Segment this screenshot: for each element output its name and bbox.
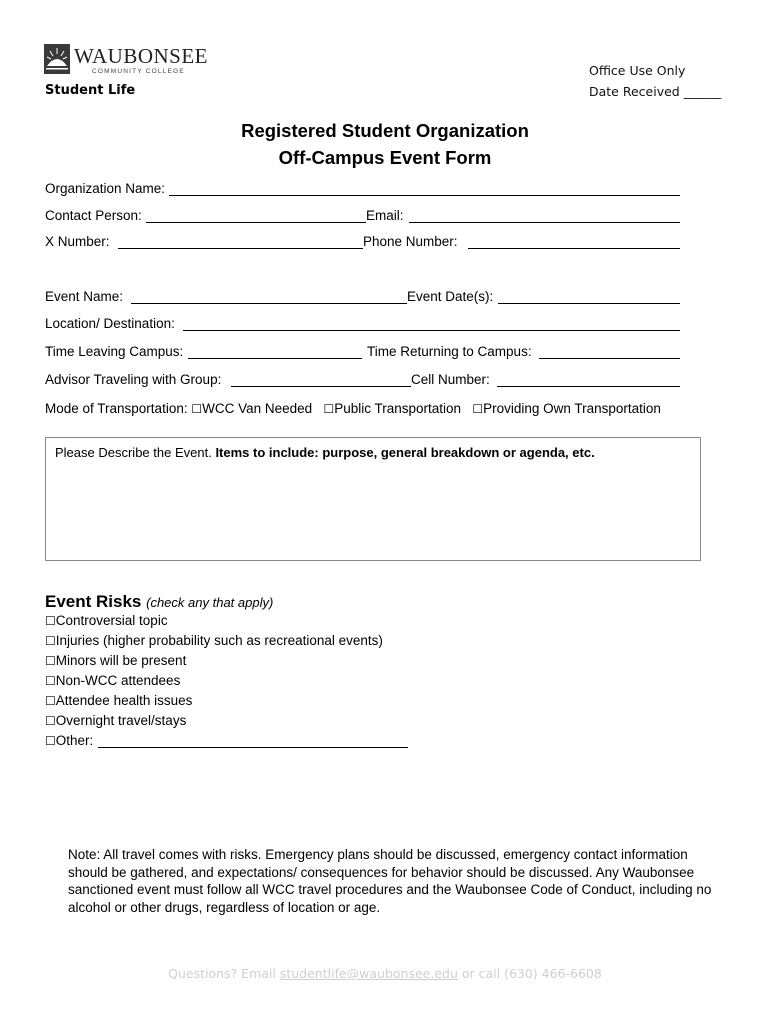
risk-item-other[interactable] <box>45 733 93 748</box>
risk-label: Controversial topic <box>55 613 168 628</box>
phone-number-input[interactable] <box>468 248 680 249</box>
checkbox-icon[interactable]: ☐ <box>45 634 56 648</box>
checkbox-icon[interactable]: ☐ <box>45 694 56 708</box>
college-logo <box>44 44 208 80</box>
risk-item[interactable] <box>45 713 186 728</box>
risk-item[interactable] <box>45 633 383 648</box>
risk-label: Injuries (higher probability such as recreational events) <box>55 633 383 648</box>
risk-item[interactable] <box>45 693 192 708</box>
page-subtitle: Off-Campus Event Form <box>278 147 492 168</box>
org-name-label: Organization Name: <box>45 181 166 196</box>
risk-label: Minors will be present <box>55 653 187 668</box>
date-received-field[interactable]: Date Received ______ <box>589 84 722 99</box>
footer-contact <box>0 966 770 981</box>
cell-number-input[interactable] <box>497 386 680 387</box>
risk-label: Attendee health issues <box>55 693 193 708</box>
checkbox-icon[interactable]: ☐ <box>45 614 56 628</box>
risk-item[interactable] <box>45 613 168 628</box>
transport-mode-group <box>45 401 661 416</box>
event-risks-title: Event Risks <box>45 592 142 611</box>
transport-option-public[interactable]: Public Transportation <box>334 401 462 416</box>
risk-label: Other: <box>55 733 94 748</box>
event-risks-hint: (check any that apply) <box>146 595 274 610</box>
description-prompt-text: Please Describe the Event. <box>55 445 212 460</box>
travel-note: Note: All travel comes with risks. Emergency plans should be discussed, emergency contact information should be gathered, and expectations/ consequences for behavior should be discussed. Any Waubonsee sanctioned event must follow all WCC travel procedures and the Waubonsee Code of Conduct, including no alcohol or other drugs, regardless of location or age. <box>68 847 712 915</box>
contact-person-label: Contact Person: <box>45 208 142 223</box>
risk-item[interactable] <box>45 653 186 668</box>
checkbox-icon[interactable]: ☐ <box>323 402 335 416</box>
page-title: Registered Student Organization <box>241 120 529 141</box>
email-label: Email: <box>366 208 404 223</box>
transport-option-own[interactable]: Providing Own Transportation <box>483 401 661 416</box>
time-leaving-input[interactable] <box>188 358 362 359</box>
checkbox-icon[interactable]: ☐ <box>45 714 56 728</box>
risk-item[interactable] <box>45 673 180 688</box>
risk-label: Non-WCC attendees <box>55 673 181 688</box>
x-number-label: X Number: <box>45 234 110 249</box>
footer-prefix: Questions? Email <box>168 966 280 981</box>
time-returning-label: Time Returning to Campus: <box>367 344 532 359</box>
location-label: Location/ Destination: <box>45 316 175 331</box>
transport-mode-label: Mode of Transportation: <box>45 401 188 416</box>
logo-emblem-icon <box>44 44 70 74</box>
transport-option-wcc-van[interactable]: WCC Van Needed <box>202 401 313 416</box>
office-use-label: Office Use Only <box>589 63 686 78</box>
x-number-input[interactable] <box>118 248 363 249</box>
org-name-input[interactable] <box>169 195 680 196</box>
footer-suffix: or call (630) 466-6608 <box>457 966 602 981</box>
phone-number-label: Phone Number: <box>363 234 458 249</box>
logo-name: WAUBONSEE <box>74 44 208 68</box>
checkbox-icon[interactable]: ☐ <box>45 654 56 668</box>
event-name-input[interactable] <box>131 303 407 304</box>
time-returning-input[interactable] <box>539 358 680 359</box>
logo-subtitle: COMMUNITY COLLEGE <box>92 68 185 75</box>
event-dates-input[interactable] <box>498 303 680 304</box>
description-prompt-bold: Items to include: purpose, general breakdown or agenda, etc. <box>215 445 595 460</box>
checkbox-icon[interactable]: ☐ <box>45 734 56 748</box>
footer-email-link[interactable]: studentlife@waubonsee.edu <box>279 966 458 981</box>
email-input[interactable] <box>409 222 680 223</box>
event-dates-label: Event Date(s): <box>407 289 494 304</box>
event-risks-heading <box>45 592 273 612</box>
location-input[interactable] <box>183 330 680 331</box>
risk-other-input[interactable] <box>98 747 408 748</box>
advisor-input[interactable] <box>231 386 411 387</box>
checkbox-icon[interactable]: ☐ <box>191 402 203 416</box>
contact-person-input[interactable] <box>146 222 366 223</box>
cell-number-label: Cell Number: <box>411 372 490 387</box>
event-name-label: Event Name: <box>45 289 124 304</box>
department-label: Student Life <box>45 83 136 98</box>
advisor-label: Advisor Traveling with Group: <box>45 372 222 387</box>
risk-label: Overnight travel/stays <box>55 713 187 728</box>
time-leaving-label: Time Leaving Campus: <box>45 344 184 359</box>
checkbox-icon[interactable]: ☐ <box>472 402 484 416</box>
event-description-prompt <box>55 445 595 460</box>
checkbox-icon[interactable]: ☐ <box>45 674 56 688</box>
